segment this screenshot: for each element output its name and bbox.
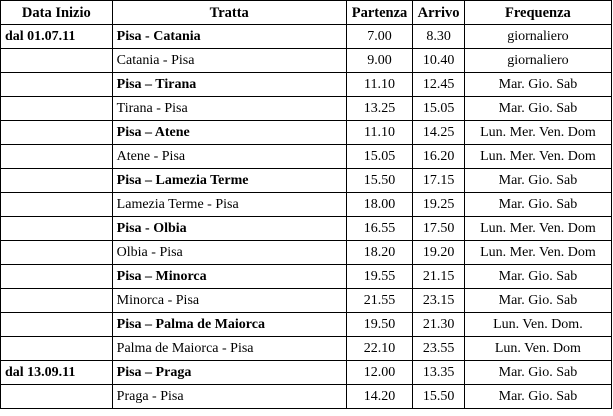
start-date-cell — [1, 73, 113, 97]
start-date-cell — [1, 193, 113, 217]
start-date-cell — [1, 313, 113, 337]
frequency-cell: Lun. Mer. Ven. Dom — [464, 145, 611, 169]
table-row — [1, 385, 612, 409]
arrival-cell: 23.15 — [413, 289, 465, 313]
frequency-cell: Lun. Ven. Dom — [464, 337, 611, 361]
route-cell: Pisa - Catania — [112, 25, 346, 49]
header-date: Data Inizio — [1, 1, 113, 25]
route-cell: Atene - Pisa — [112, 145, 346, 169]
arrival-cell: 23.55 — [413, 337, 465, 361]
route-cell: Minorca - Pisa — [112, 289, 346, 313]
start-date-cell — [1, 337, 113, 361]
table-row — [1, 289, 612, 313]
arrival-cell: 19.25 — [413, 193, 465, 217]
table-row — [1, 169, 612, 193]
frequency-cell: Mar. Gio. Sab — [464, 361, 611, 385]
frequency-cell: Mar. Gio. Sab — [464, 97, 611, 121]
table-row — [1, 145, 612, 169]
frequency-cell: Mar. Gio. Sab — [464, 169, 611, 193]
table-row — [1, 217, 612, 241]
start-date-cell — [1, 289, 113, 313]
header-departure: Partenza — [346, 1, 413, 25]
start-date-cell — [1, 169, 113, 193]
frequency-cell: giornaliero — [464, 25, 611, 49]
table-row — [1, 73, 612, 97]
frequency-cell: Mar. Gio. Sab — [464, 289, 611, 313]
departure-cell: 16.55 — [346, 217, 413, 241]
route-cell: Pisa - Olbia — [112, 217, 346, 241]
table-row — [1, 121, 612, 145]
arrival-cell: 14.25 — [413, 121, 465, 145]
route-cell: Pisa – Lamezia Terme — [112, 169, 346, 193]
arrival-cell: 13.35 — [413, 361, 465, 385]
departure-cell: 13.25 — [346, 97, 413, 121]
table-body — [1, 25, 612, 409]
arrival-cell: 17.15 — [413, 169, 465, 193]
departure-cell: 7.00 — [346, 25, 413, 49]
departure-cell: 18.00 — [346, 193, 413, 217]
arrival-cell: 19.20 — [413, 241, 465, 265]
header-frequency: Frequenza — [464, 1, 611, 25]
start-date-cell — [1, 265, 113, 289]
route-cell: Tirana - Pisa — [112, 97, 346, 121]
route-cell: Pisa – Praga — [112, 361, 346, 385]
header-route: Tratta — [112, 1, 346, 25]
start-date-cell: dal 13.09.11 — [1, 361, 113, 385]
table-row — [1, 241, 612, 265]
departure-cell: 14.20 — [346, 385, 413, 409]
table-row — [1, 361, 612, 385]
arrival-cell: 12.45 — [413, 73, 465, 97]
start-date-cell — [1, 385, 113, 409]
departure-cell: 18.20 — [346, 241, 413, 265]
frequency-cell: Lun. Ven. Dom. — [464, 313, 611, 337]
departure-cell: 22.10 — [346, 337, 413, 361]
arrival-cell: 17.50 — [413, 217, 465, 241]
table-row — [1, 97, 612, 121]
departure-cell: 11.10 — [346, 73, 413, 97]
table-row — [1, 265, 612, 289]
start-date-cell — [1, 97, 113, 121]
frequency-cell: giornaliero — [464, 49, 611, 73]
departure-cell: 9.00 — [346, 49, 413, 73]
arrival-cell: 10.40 — [413, 49, 465, 73]
table-row — [1, 49, 612, 73]
start-date-cell: dal 01.07.11 — [1, 25, 113, 49]
frequency-cell: Mar. Gio. Sab — [464, 193, 611, 217]
departure-cell: 19.50 — [346, 313, 413, 337]
frequency-cell: Mar. Gio. Sab — [464, 73, 611, 97]
route-cell: Pisa – Palma de Maiorca — [112, 313, 346, 337]
departure-cell: 15.50 — [346, 169, 413, 193]
route-cell: Pisa – Minorca — [112, 265, 346, 289]
table-row — [1, 25, 612, 49]
frequency-cell: Mar. Gio. Sab — [464, 385, 611, 409]
start-date-cell — [1, 145, 113, 169]
frequency-cell: Lun. Mer. Ven. Dom — [464, 121, 611, 145]
departure-cell: 21.55 — [346, 289, 413, 313]
start-date-cell — [1, 217, 113, 241]
arrival-cell: 21.15 — [413, 265, 465, 289]
header-arrival: Arrivo — [413, 1, 465, 25]
start-date-cell — [1, 121, 113, 145]
table-row — [1, 337, 612, 361]
table-row — [1, 313, 612, 337]
arrival-cell: 15.05 — [413, 97, 465, 121]
route-cell: Catania - Pisa — [112, 49, 346, 73]
arrival-cell: 21.30 — [413, 313, 465, 337]
arrival-cell: 15.50 — [413, 385, 465, 409]
route-cell: Olbia - Pisa — [112, 241, 346, 265]
start-date-cell — [1, 241, 113, 265]
frequency-cell: Lun. Mer. Ven. Dom — [464, 241, 611, 265]
route-cell: Lamezia Terme - Pisa — [112, 193, 346, 217]
departure-cell: 11.10 — [346, 121, 413, 145]
start-date-cell — [1, 49, 113, 73]
table-header-row — [1, 1, 612, 25]
departure-cell: 15.05 — [346, 145, 413, 169]
departure-cell: 12.00 — [346, 361, 413, 385]
arrival-cell: 8.30 — [413, 25, 465, 49]
departure-cell: 19.55 — [346, 265, 413, 289]
frequency-cell: Lun. Mer. Ven. Dom — [464, 217, 611, 241]
frequency-cell: Mar. Gio. Sab — [464, 265, 611, 289]
table-row — [1, 193, 612, 217]
route-cell: Praga - Pisa — [112, 385, 346, 409]
route-cell: Palma de Maiorca - Pisa — [112, 337, 346, 361]
arrival-cell: 16.20 — [413, 145, 465, 169]
route-cell: Pisa – Atene — [112, 121, 346, 145]
route-cell: Pisa – Tirana — [112, 73, 346, 97]
